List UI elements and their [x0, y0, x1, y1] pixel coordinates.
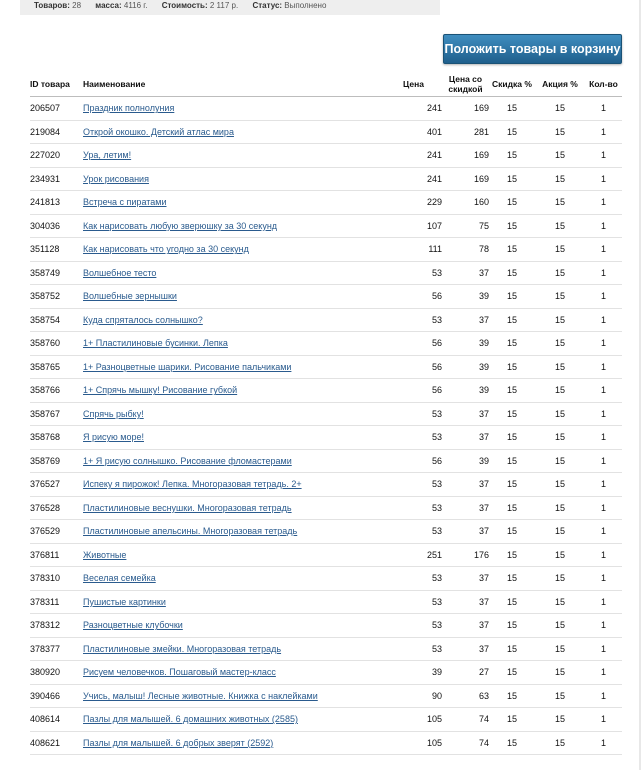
price-cell: 105	[385, 708, 442, 732]
table-row	[30, 97, 622, 121]
discount-price-cell: 39	[442, 285, 489, 309]
discount-price-cell: 169	[442, 144, 489, 168]
order-summary-bar	[20, 0, 440, 15]
discount-pct-cell: 15	[489, 238, 535, 262]
price-cell: 53	[385, 496, 442, 520]
discount-price-cell: 74	[442, 731, 489, 755]
product-link[interactable]: Пазлы для малышей. 6 добрых зверят (2592)	[83, 737, 274, 748]
product-link[interactable]: Рисуем человечков. Пошаговый мастер-класс	[83, 667, 276, 678]
price-cell: 39	[385, 661, 442, 685]
price-cell: 241	[385, 144, 442, 168]
qty-cell: 1	[585, 520, 622, 544]
qty-cell: 1	[585, 238, 622, 262]
qty-cell: 1	[585, 120, 622, 144]
product-link[interactable]: Разноцветные клубочки	[83, 620, 183, 631]
table-row	[30, 543, 622, 567]
product-id-cell: 206507	[30, 97, 83, 121]
product-name-cell	[83, 731, 385, 755]
qty-cell: 1	[585, 261, 622, 285]
product-id-cell: 358765	[30, 355, 83, 379]
product-id-cell: 358769	[30, 449, 83, 473]
table-row	[30, 332, 622, 356]
promo-pct-cell: 15	[535, 637, 585, 661]
product-name-cell	[83, 614, 385, 638]
product-link[interactable]: Животные	[83, 549, 127, 560]
discount-pct-cell: 15	[489, 590, 535, 614]
discount-price-cell: 37	[442, 473, 489, 497]
promo-pct-cell: 15	[535, 167, 585, 191]
discount-pct-cell: 15	[489, 144, 535, 168]
discount-price-cell: 37	[442, 637, 489, 661]
price-cell: 56	[385, 449, 442, 473]
product-link[interactable]: Куда спряталось солнышко?	[83, 314, 203, 325]
qty-cell: 1	[585, 590, 622, 614]
product-id-cell: 408614	[30, 708, 83, 732]
product-name-cell	[83, 449, 385, 473]
discount-price-cell: 37	[442, 520, 489, 544]
price-cell: 241	[385, 97, 442, 121]
column-header-name: Наименование	[83, 72, 385, 97]
discount-price-cell: 37	[442, 590, 489, 614]
discount-price-cell: 37	[442, 261, 489, 285]
qty-cell: 1	[585, 614, 622, 638]
add-to-cart-button[interactable]: Положить товары в корзину	[443, 34, 622, 64]
discount-price-cell: 78	[442, 238, 489, 262]
table-row	[30, 426, 622, 450]
discount-price-cell: 39	[442, 355, 489, 379]
product-name-cell	[83, 355, 385, 379]
promo-pct-cell: 15	[535, 449, 585, 473]
table-row	[30, 308, 622, 332]
column-header-id: ID товара	[30, 72, 83, 97]
promo-pct-cell: 15	[535, 308, 585, 332]
product-name-cell	[83, 426, 385, 450]
discount-pct-cell: 15	[489, 449, 535, 473]
product-link[interactable]: 1+ Разноцветные шарики. Рисование пальчиками	[83, 361, 292, 372]
promo-pct-cell: 15	[535, 496, 585, 520]
qty-cell: 1	[585, 97, 622, 121]
discount-pct-cell: 15	[489, 426, 535, 450]
product-link[interactable]: Урок рисования	[83, 173, 149, 184]
product-id-cell: 358766	[30, 379, 83, 403]
product-id-cell: 378377	[30, 637, 83, 661]
promo-pct-cell: 15	[535, 520, 585, 544]
discount-pct-cell: 15	[489, 214, 535, 238]
product-name-cell	[83, 473, 385, 497]
table-row	[30, 167, 622, 191]
table-row	[30, 379, 622, 403]
promo-pct-cell: 15	[535, 285, 585, 309]
product-link[interactable]: Учись, малыш! Лесные животные. Книжка с наклейками	[83, 690, 318, 701]
promo-pct-cell: 15	[535, 708, 585, 732]
price-cell: 107	[385, 214, 442, 238]
qty-cell: 1	[585, 473, 622, 497]
promo-pct-cell: 15	[535, 214, 585, 238]
promo-pct-cell: 15	[535, 567, 585, 591]
price-cell: 53	[385, 567, 442, 591]
price-cell: 53	[385, 402, 442, 426]
discount-price-cell: 160	[442, 191, 489, 215]
discount-price-cell: 39	[442, 379, 489, 403]
price-cell: 53	[385, 426, 442, 450]
product-link[interactable]: 1+ Спрячь мышку! Рисование губкой	[83, 385, 238, 396]
table-row	[30, 449, 622, 473]
discount-price-cell: 37	[442, 402, 489, 426]
price-cell: 53	[385, 261, 442, 285]
product-link[interactable]: 1+ Я рисую солнышко. Рисование фломастерами	[83, 455, 292, 466]
column-header-promo-pct: Акция %	[535, 72, 585, 97]
table-row	[30, 285, 622, 309]
price-cell: 241	[385, 167, 442, 191]
qty-cell: 1	[585, 285, 622, 309]
product-name-cell	[83, 496, 385, 520]
promo-pct-cell: 15	[535, 684, 585, 708]
discount-price-cell: 37	[442, 567, 489, 591]
qty-cell: 1	[585, 332, 622, 356]
status-value: Выполнено	[284, 1, 327, 10]
discount-price-cell: 74	[442, 708, 489, 732]
discount-pct-cell: 15	[489, 355, 535, 379]
product-link[interactable]: Испеку я пирожок! Лепка. Многоразовая тетрадь. 2+	[83, 479, 302, 490]
product-link[interactable]: Как нарисовать что угодно за 30 секунд	[83, 244, 249, 255]
product-name-cell	[83, 285, 385, 309]
product-link[interactable]: Спрячь рыбку!	[83, 408, 144, 419]
table-row	[30, 614, 622, 638]
discount-price-cell: 37	[442, 308, 489, 332]
promo-pct-cell: 15	[535, 379, 585, 403]
qty-cell: 1	[585, 214, 622, 238]
product-link[interactable]: Волшебные зернышки	[83, 291, 177, 302]
table-row	[30, 402, 622, 426]
product-link[interactable]: 1+ Пластилиновые бусинки. Лепка	[83, 338, 228, 349]
product-id-cell: 408621	[30, 731, 83, 755]
discount-price-cell: 37	[442, 496, 489, 520]
qty-cell: 1	[585, 496, 622, 520]
mass-label: масса:	[95, 1, 122, 10]
product-name-cell	[83, 167, 385, 191]
product-link[interactable]: Пушистые картинки	[83, 596, 166, 607]
discount-price-cell: 169	[442, 167, 489, 191]
table-row	[30, 567, 622, 591]
status-label: Статус:	[252, 1, 283, 10]
product-link[interactable]: Как нарисовать любую зверюшку за 30 секунд	[83, 220, 278, 231]
qty-cell: 1	[585, 144, 622, 168]
promo-pct-cell: 15	[535, 426, 585, 450]
product-name-cell	[83, 332, 385, 356]
table-row	[30, 661, 622, 685]
product-name-cell	[83, 238, 385, 262]
product-name-cell	[83, 144, 385, 168]
discount-pct-cell: 15	[489, 496, 535, 520]
product-id-cell: 219084	[30, 120, 83, 144]
qty-cell: 1	[585, 402, 622, 426]
product-link[interactable]: Ура, летим!	[83, 150, 132, 161]
discount-pct-cell: 15	[489, 402, 535, 426]
price-cell: 56	[385, 379, 442, 403]
table-row	[30, 214, 622, 238]
product-id-cell: 376811	[30, 543, 83, 567]
product-name-cell	[83, 214, 385, 238]
promo-pct-cell: 15	[535, 590, 585, 614]
product-link[interactable]: Встреча с пиратами	[83, 197, 167, 208]
items-count-label: Товаров:	[34, 1, 70, 10]
table-row	[30, 731, 622, 755]
product-id-cell: 227020	[30, 144, 83, 168]
price-cell: 111	[385, 238, 442, 262]
qty-cell: 1	[585, 684, 622, 708]
table-row	[30, 473, 622, 497]
table-header-row	[30, 72, 622, 97]
table-row	[30, 496, 622, 520]
qty-cell: 1	[585, 449, 622, 473]
product-id-cell: 234931	[30, 167, 83, 191]
promo-pct-cell: 15	[535, 402, 585, 426]
product-name-cell	[83, 191, 385, 215]
promo-pct-cell: 15	[535, 332, 585, 356]
cost-label: Стоимость:	[161, 1, 208, 10]
product-id-cell: 358767	[30, 402, 83, 426]
promo-pct-cell: 15	[535, 97, 585, 121]
discount-pct-cell: 15	[489, 708, 535, 732]
table-row	[30, 238, 622, 262]
product-name-cell	[83, 543, 385, 567]
discount-price-cell: 169	[442, 97, 489, 121]
product-name-cell	[83, 684, 385, 708]
product-name-cell	[83, 520, 385, 544]
column-header-discount-pct: Скидка %	[489, 72, 535, 97]
qty-cell: 1	[585, 167, 622, 191]
product-id-cell: 358768	[30, 426, 83, 450]
discount-pct-cell: 15	[489, 191, 535, 215]
qty-cell: 1	[585, 543, 622, 567]
promo-pct-cell: 15	[535, 144, 585, 168]
qty-cell: 1	[585, 708, 622, 732]
table-row	[30, 708, 622, 732]
product-id-cell: 376527	[30, 473, 83, 497]
product-name-cell	[83, 308, 385, 332]
product-link[interactable]: Пластилиновые змейки. Многоразовая тетрадь	[83, 643, 282, 654]
product-link[interactable]: Волшебное тесто	[83, 267, 157, 278]
product-name-cell	[83, 402, 385, 426]
product-id-cell: 304036	[30, 214, 83, 238]
product-id-cell: 358754	[30, 308, 83, 332]
product-id-cell: 376529	[30, 520, 83, 544]
discount-pct-cell: 15	[489, 308, 535, 332]
product-id-cell: 358760	[30, 332, 83, 356]
product-id-cell: 390466	[30, 684, 83, 708]
column-header-discount-price: Цена со скидкой	[442, 72, 489, 97]
product-link[interactable]: Я рисую море!	[83, 432, 144, 443]
qty-cell: 1	[585, 731, 622, 755]
table-row	[30, 520, 622, 544]
table-row	[30, 637, 622, 661]
promo-pct-cell: 15	[535, 614, 585, 638]
price-cell: 401	[385, 120, 442, 144]
product-id-cell: 241813	[30, 191, 83, 215]
product-id-cell: 378312	[30, 614, 83, 638]
product-name-cell	[83, 97, 385, 121]
promo-pct-cell: 15	[535, 191, 585, 215]
promo-pct-cell: 15	[535, 731, 585, 755]
qty-cell: 1	[585, 637, 622, 661]
table-row	[30, 355, 622, 379]
qty-cell: 1	[585, 661, 622, 685]
discount-pct-cell: 15	[489, 261, 535, 285]
discount-pct-cell: 15	[489, 97, 535, 121]
discount-pct-cell: 15	[489, 543, 535, 567]
price-cell: 53	[385, 590, 442, 614]
discount-price-cell: 27	[442, 661, 489, 685]
price-cell: 105	[385, 731, 442, 755]
promo-pct-cell: 15	[535, 661, 585, 685]
discount-price-cell: 39	[442, 332, 489, 356]
order-items-table	[30, 72, 622, 755]
discount-price-cell: 37	[442, 614, 489, 638]
product-name-cell	[83, 590, 385, 614]
column-header-qty: Кол-во	[585, 72, 622, 97]
product-id-cell: 378310	[30, 567, 83, 591]
product-name-cell	[83, 661, 385, 685]
product-link[interactable]: Пазлы для малышей. 6 домашних животных (2585)	[83, 714, 298, 725]
table-row	[30, 120, 622, 144]
product-link[interactable]: Праздник полнолуния	[83, 103, 175, 114]
items-count-value: 28	[72, 1, 82, 10]
discount-pct-cell: 15	[489, 567, 535, 591]
qty-cell: 1	[585, 191, 622, 215]
price-cell: 56	[385, 355, 442, 379]
discount-price-cell: 176	[442, 543, 489, 567]
table-row	[30, 261, 622, 285]
qty-cell: 1	[585, 308, 622, 332]
promo-pct-cell: 15	[535, 355, 585, 379]
product-link[interactable]: Веселая семейка	[83, 573, 156, 584]
discount-pct-cell: 15	[489, 120, 535, 144]
price-cell: 53	[385, 473, 442, 497]
discount-pct-cell: 15	[489, 332, 535, 356]
discount-pct-cell: 15	[489, 285, 535, 309]
qty-cell: 1	[585, 355, 622, 379]
product-link[interactable]: Открой окошко. Детский атлас мира	[83, 126, 234, 137]
price-cell: 251	[385, 543, 442, 567]
price-cell: 53	[385, 520, 442, 544]
column-header-price: Цена	[385, 72, 442, 97]
price-cell: 56	[385, 332, 442, 356]
promo-pct-cell: 15	[535, 120, 585, 144]
discount-pct-cell: 15	[489, 520, 535, 544]
discount-pct-cell: 15	[489, 684, 535, 708]
price-cell: 56	[385, 285, 442, 309]
discount-pct-cell: 15	[489, 379, 535, 403]
product-id-cell: 358749	[30, 261, 83, 285]
product-name-cell	[83, 567, 385, 591]
promo-pct-cell: 15	[535, 261, 585, 285]
discount-pct-cell: 15	[489, 731, 535, 755]
table-row	[30, 684, 622, 708]
product-id-cell: 380920	[30, 661, 83, 685]
product-link[interactable]: Пластилиновые апельсины. Многоразовая тетрадь	[83, 526, 298, 537]
discount-pct-cell: 15	[489, 167, 535, 191]
discount-price-cell: 37	[442, 426, 489, 450]
price-cell: 229	[385, 191, 442, 215]
product-link[interactable]: Пластилиновые веснушки. Многоразовая тетрадь	[83, 502, 292, 513]
product-name-cell	[83, 379, 385, 403]
cost-value: 2 117 р.	[209, 1, 239, 10]
price-cell: 90	[385, 684, 442, 708]
promo-pct-cell: 15	[535, 473, 585, 497]
discount-pct-cell: 15	[489, 614, 535, 638]
product-name-cell	[83, 637, 385, 661]
discount-pct-cell: 15	[489, 637, 535, 661]
discount-price-cell: 39	[442, 449, 489, 473]
mass-value: 4116 г.	[123, 1, 148, 10]
discount-pct-cell: 15	[489, 661, 535, 685]
product-name-cell	[83, 261, 385, 285]
price-cell: 53	[385, 614, 442, 638]
price-cell: 53	[385, 637, 442, 661]
table-row	[30, 144, 622, 168]
promo-pct-cell: 15	[535, 238, 585, 262]
table-row	[30, 590, 622, 614]
promo-pct-cell: 15	[535, 543, 585, 567]
price-cell: 53	[385, 308, 442, 332]
product-id-cell: 358752	[30, 285, 83, 309]
product-name-cell	[83, 120, 385, 144]
product-id-cell: 376528	[30, 496, 83, 520]
discount-price-cell: 63	[442, 684, 489, 708]
qty-cell: 1	[585, 426, 622, 450]
table-row	[30, 191, 622, 215]
product-name-cell	[83, 708, 385, 732]
discount-price-cell: 281	[442, 120, 489, 144]
product-id-cell: 378311	[30, 590, 83, 614]
qty-cell: 1	[585, 379, 622, 403]
product-id-cell: 351128	[30, 238, 83, 262]
discount-price-cell: 75	[442, 214, 489, 238]
discount-pct-cell: 15	[489, 473, 535, 497]
qty-cell: 1	[585, 567, 622, 591]
